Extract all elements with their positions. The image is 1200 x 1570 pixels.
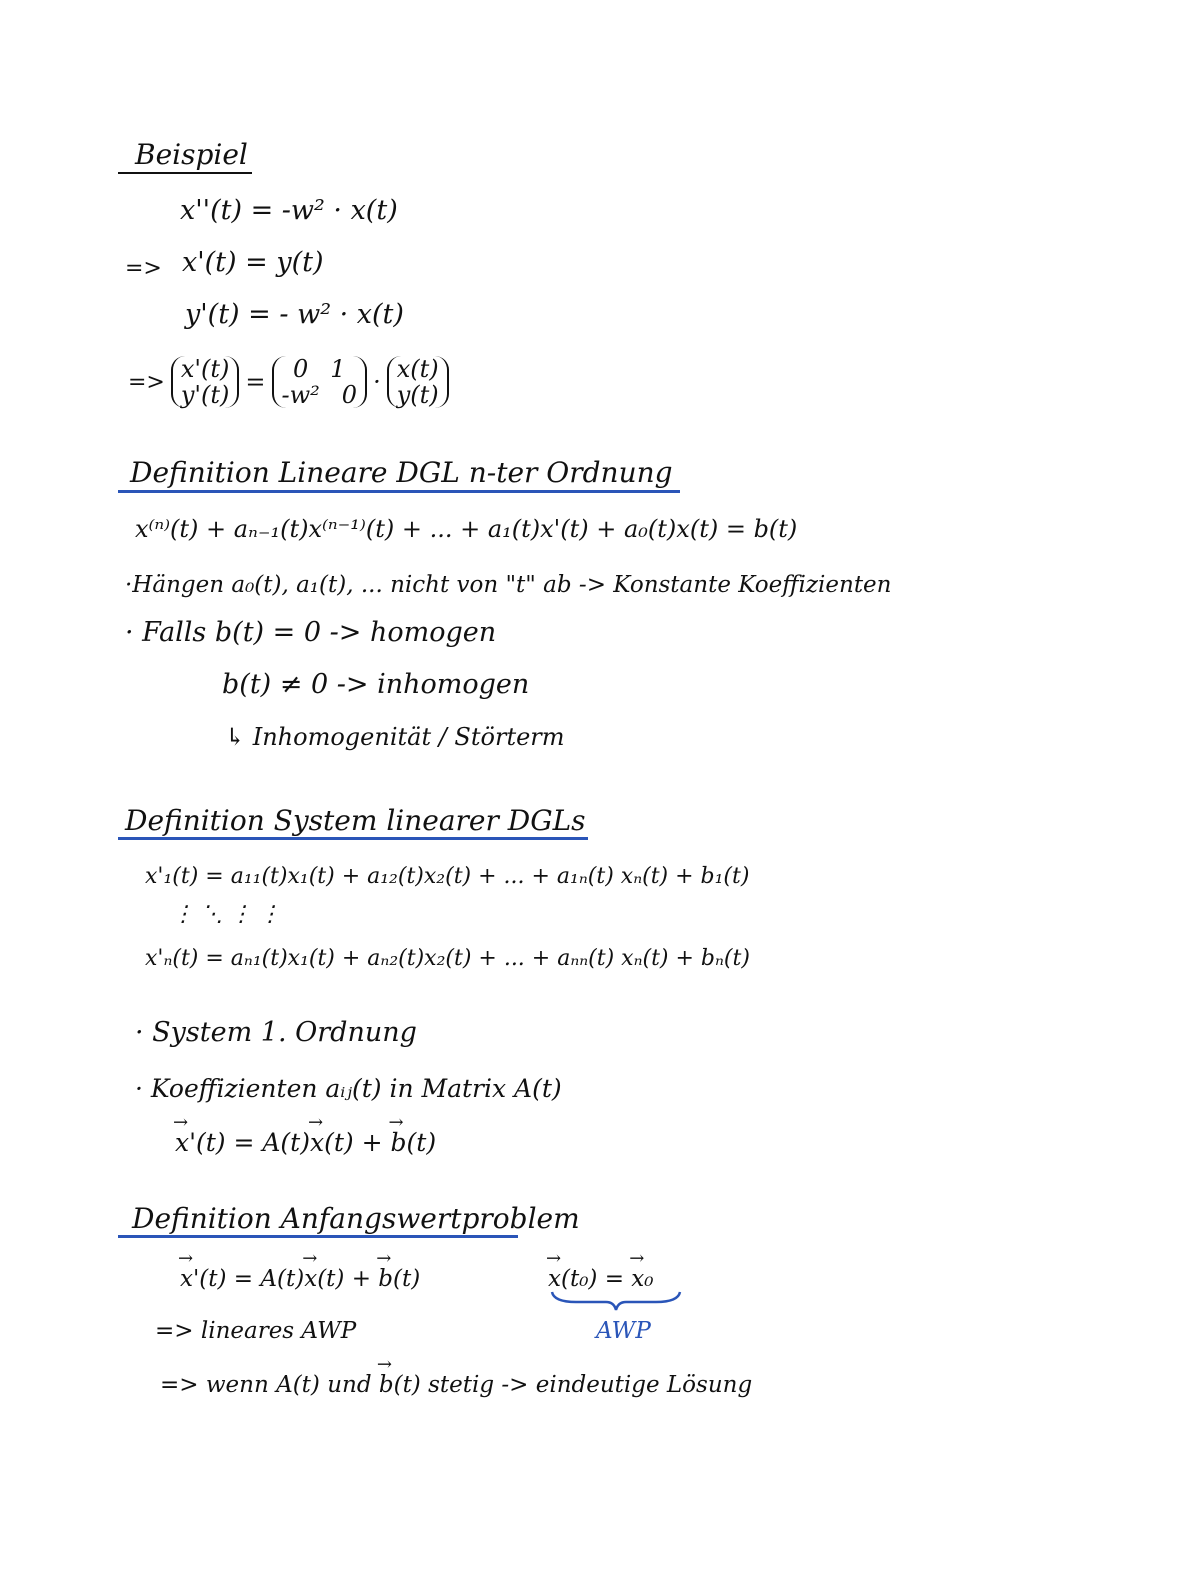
def1-heading: Definition Lineare DGL n-ter Ordnung bbox=[130, 456, 673, 489]
def3-underline bbox=[118, 1235, 518, 1238]
a10: -w² bbox=[281, 381, 320, 409]
rhs-vector bbox=[387, 356, 449, 408]
beispiel-underline bbox=[118, 172, 252, 174]
ic-mid: (t₀) = bbox=[560, 1266, 632, 1292]
a11: 0 bbox=[341, 381, 358, 409]
awp-mid: '(t) = A(t) bbox=[192, 1266, 305, 1292]
beispiel-eq3: y'(t) = - w² · x(t) bbox=[185, 299, 404, 330]
matrix-eq: = bbox=[245, 368, 266, 396]
awp-end: (t) bbox=[393, 1266, 421, 1292]
def3-uniqueness bbox=[160, 1368, 752, 1402]
uniq-start: => wenn A(t) und bbox=[160, 1372, 379, 1398]
awp-mid2: (t) + bbox=[317, 1266, 379, 1292]
ic-x: → x bbox=[548, 1262, 561, 1296]
rhs-1: y(t) bbox=[396, 381, 439, 409]
vec-x: → x bbox=[175, 1126, 189, 1160]
matrix-dot: · bbox=[373, 368, 381, 396]
beispiel-heading: Beispiel bbox=[135, 138, 248, 171]
lhs-0: x'(t) bbox=[180, 355, 230, 383]
def1-bullet-homogen: · Falls b(t) = 0 -> homogen bbox=[125, 617, 497, 648]
def3-linear-awp: => lineares AWP bbox=[155, 1318, 357, 1344]
ic-x0: → x₀ bbox=[631, 1262, 653, 1296]
rhs-0: x(t) bbox=[396, 355, 439, 383]
def2-row2: x'ₙ(t) = aₙ₁(t)x₁(t) + aₙ₂(t)x₂(t) + ... + aₙₙ(t) xₙ(t) + bₙ(t) bbox=[145, 946, 750, 971]
def2-heading: Definition System linearer DGLs bbox=[125, 804, 586, 837]
vec-x2: → x bbox=[310, 1126, 324, 1160]
awp-label: AWP bbox=[596, 1318, 651, 1344]
vec-eq-part: '(t) = A(t) bbox=[189, 1128, 310, 1157]
def2-underline bbox=[118, 837, 588, 840]
def2-row1: x'₁(t) = a₁₁(t)x₁(t) + a₁₂(t)x₂(t) + ... + a₁ₙ(t) xₙ(t) + b₁(t) bbox=[145, 864, 750, 889]
a01: 1 bbox=[330, 355, 346, 383]
uniq-b: → b bbox=[379, 1368, 394, 1402]
coefficient-matrix bbox=[272, 356, 368, 408]
beispiel-eq1: x''(t) = -w² · x(t) bbox=[180, 195, 398, 226]
beispiel-matrix-equation bbox=[128, 356, 449, 408]
lhs-1: y'(t) bbox=[180, 381, 230, 409]
awp-x2: → x bbox=[304, 1262, 317, 1296]
def2-bullet-order: · System 1. Ordnung bbox=[135, 1017, 417, 1048]
lhs-vector bbox=[171, 356, 240, 408]
def1-underline bbox=[118, 490, 680, 493]
def1-stoerterm: ↳ Inhomogenität / Störterm bbox=[225, 723, 565, 751]
awp-x: → x bbox=[180, 1262, 193, 1296]
def1-equation: x⁽ⁿ⁾(t) + aₙ₋₁(t)x⁽ⁿ⁻¹⁾(t) + ... + a₁(t)x'(t) + a₀(t)x(t) = b(t) bbox=[135, 515, 798, 543]
def2-dots: ⋮ ⋱ ⋮ ⋮ bbox=[172, 902, 281, 927]
awp-brace bbox=[548, 1290, 684, 1312]
awp-b: → b bbox=[378, 1262, 393, 1296]
def1-bullet-constant: ·Hängen a₀(t), a₁(t), ... nicht von "t" ab -> Konstante Koeffizienten bbox=[125, 572, 892, 598]
uniq-end: (t) stetig -> eindeutige Lösung bbox=[393, 1372, 753, 1398]
vec-b: → b bbox=[391, 1126, 407, 1160]
def3-heading: Definition Anfangswertproblem bbox=[132, 1202, 580, 1235]
matrix-arrow: => bbox=[128, 369, 165, 395]
vec-mid-part: (t) + bbox=[324, 1128, 391, 1157]
def1-inhomogen: b(t) ≠ 0 -> inhomogen bbox=[222, 669, 530, 700]
def2-bullet-matrix: · Koeffizienten aᵢⱼ(t) in Matrix A(t) bbox=[135, 1074, 562, 1103]
beispiel-eq2: x'(t) = y(t) bbox=[182, 247, 324, 278]
def2-vector-equation bbox=[175, 1126, 436, 1160]
vec-end-part: (t) bbox=[406, 1128, 437, 1157]
a00: 0 bbox=[293, 355, 309, 383]
def3-awp-equation bbox=[180, 1262, 420, 1296]
beispiel-arrow: => bbox=[125, 256, 162, 281]
